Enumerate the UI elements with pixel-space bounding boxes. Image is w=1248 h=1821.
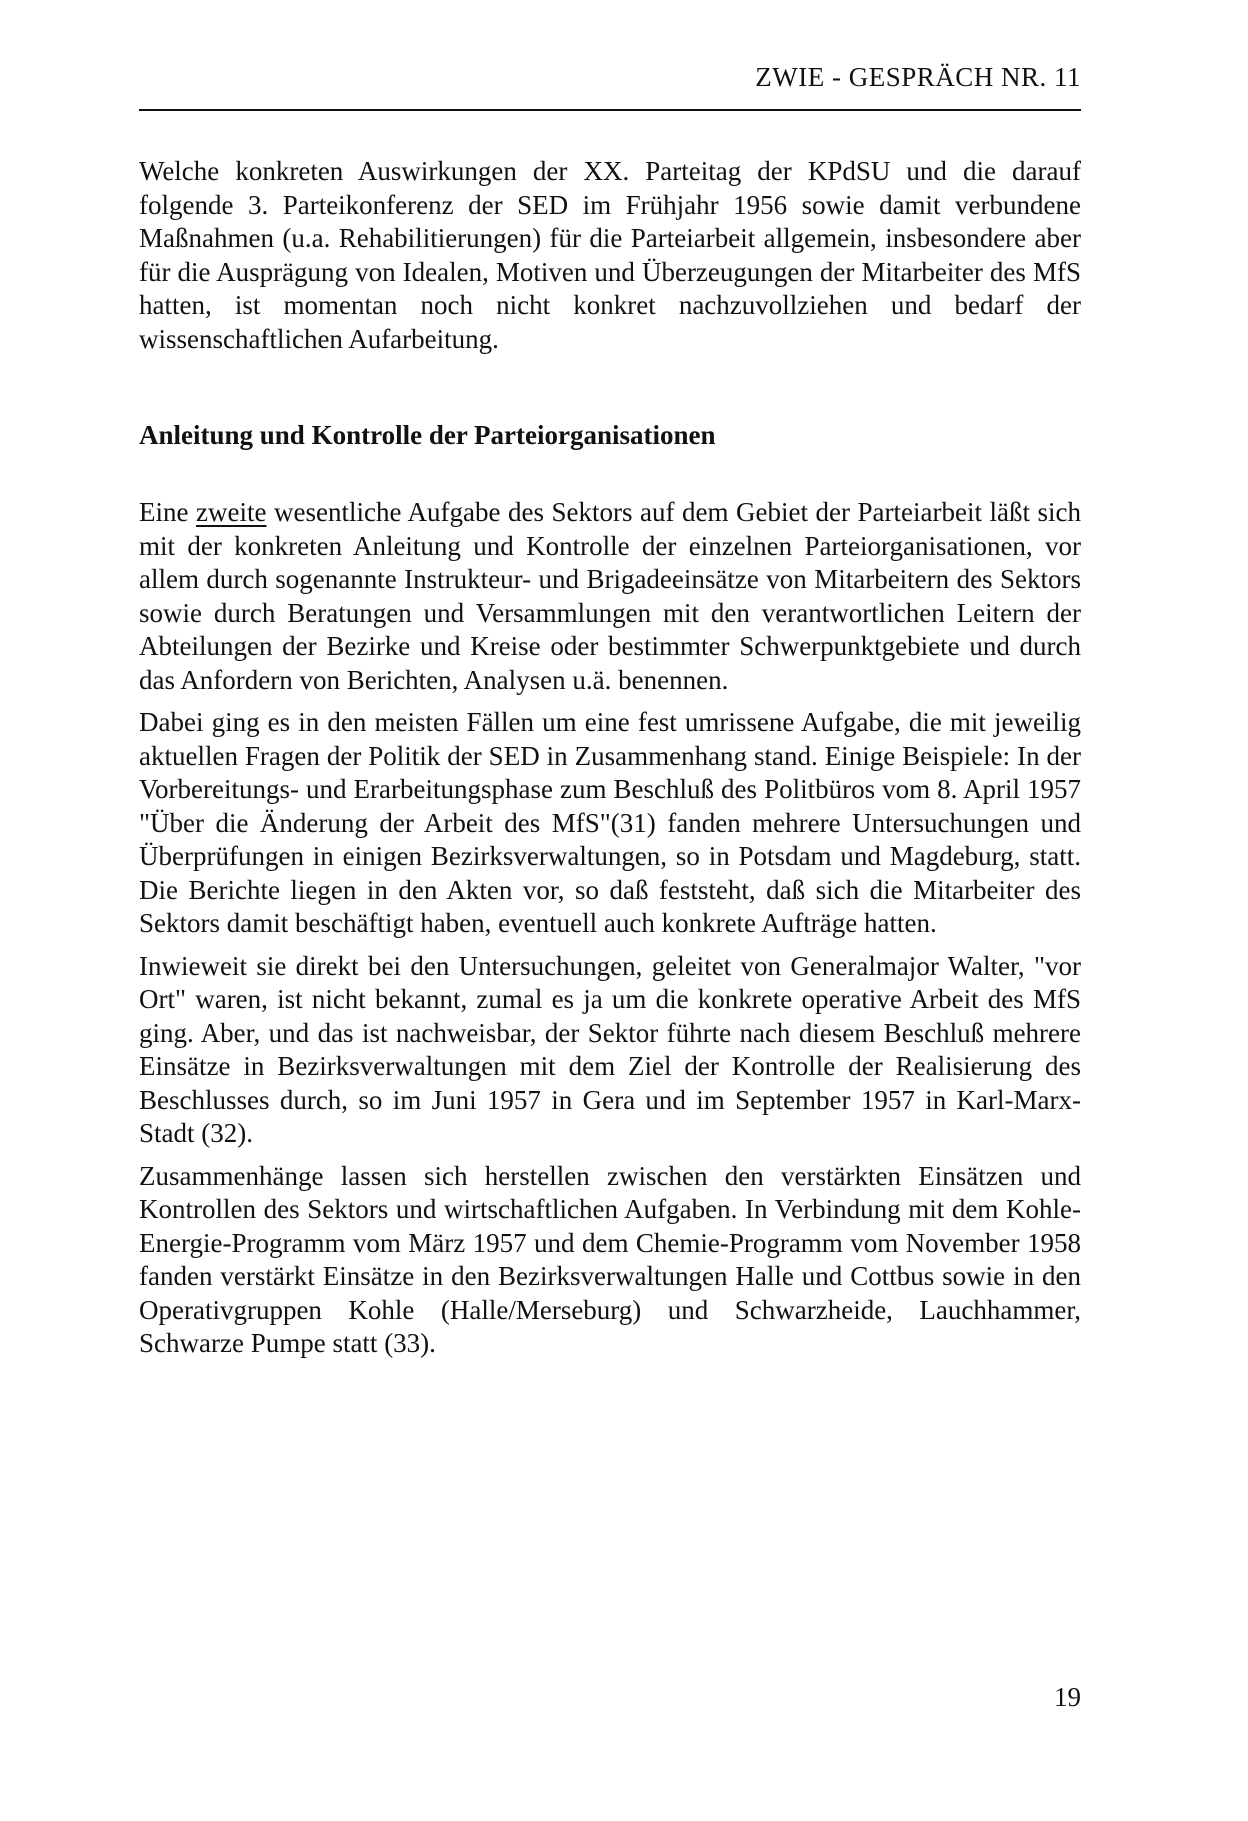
- section-paragraph-1: [139, 496, 1081, 697]
- header-divider: [139, 109, 1081, 111]
- paragraph-1-rest: wesentliche Aufgabe des Sektors auf dem Gebiet der Parteiarbeit läßt sich mit der konkreten Anleitung und Kontrolle der einzelnen Parteiorganisationen, vor allem durch sogenannte Instrukteur- und Brigadeeinsätze von Mitarbeitern des Sektors sowie durch Beratungen und Versammlungen mit den verantwortlichen Leitern der Abteilungen der Bezirke und Kreise oder bestimmter Schwerpunktgebiete und durch das Anfordern von Berichten, Analysen u.ä. benennen.: [139, 497, 1081, 695]
- page-body: [139, 155, 1081, 1361]
- paragraph-1-lead: Eine: [139, 497, 197, 527]
- intro-paragraph: Welche konkreten Auswirkungen der XX. Parteitag der KPdSU und die darauf folgende 3. Parteikonferenz der SED im Frühjahr 1956 sowie damit verbundene Maßnahmen (u.a. Rehabilitierungen) für die Parteiarbeit allgemein, insbesondere aber für die Ausprägung von Idealen, Motiven und Überzeugungen der Mitarbeiter des MfS hatten, ist momentan noch nicht konkret nachzuvollziehen und bedarf der wissenschaftlichen Aufarbeitung.: [139, 156, 1081, 354]
- section-heading: Anleitung und Kontrolle der Parteiorganisationen: [139, 420, 716, 450]
- emphasis-zweite: zweite: [196, 497, 267, 527]
- section-paragraph-2: Dabei ging es in den meisten Fällen um eine fest umrissene Aufgabe, die mit jeweilig aktuellen Fragen der Politik der SED in Zusammenhang stand. Einige Beispiele: In der Vorbereitungs- und Erarbeitungsphase zum Beschluß des Politbüros vom 8. April 1957 "Über die Änderung der Arbeit des MfS"(31) fanden mehrere Untersuchungen und Überprüfungen in einigen Bezirksverwaltungen, so in Potsdam und Magdeburg, statt. Die Berichte liegen in den Akten vor, so daß feststeht, daß sich die Mitarbeiter des Sektors damit beschäftigt haben, eventuell auch konkrete Aufträge hatten.: [139, 707, 1081, 938]
- running-head-title: ZWIE - GESPRÄCH NR. 11: [755, 62, 1081, 92]
- page-number: 19: [1054, 1682, 1081, 1712]
- section-paragraph-4: Zusammenhänge lassen sich herstellen zwischen den verstärkten Einsätzen und Kontrollen des Sektors und wirtschaftlichen Aufgaben. In Verbindung mit dem Kohle-Energie-Programm vom März 1957 und dem Chemie-Programm vom November 1958 fanden verstärkt Einsätze in den Bezirksverwaltungen Halle und Cottbus sowie in den Operativgruppen Kohle (Halle/Merseburg) und Schwarzheide, Lauchhammer, Schwarze Pumpe statt (33).: [139, 1160, 1081, 1358]
- section-paragraph-3: Inwieweit sie direkt bei den Untersuchungen, geleitet von Generalmajor Walter, "vor Ort" waren, ist nicht bekannt, zumal es ja um die konkrete operative Arbeit des MfS ging. Aber, und das ist nachweisbar, der Sektor führte nach diesem Beschluß mehrere Einsätze in Bezirksverwaltungen mit dem Ziel der Kontrolle der Realisierung des Beschlusses durch, so im Juni 1957 in Gera und im September 1957 in Karl-Marx-Stadt (32).: [139, 950, 1081, 1148]
